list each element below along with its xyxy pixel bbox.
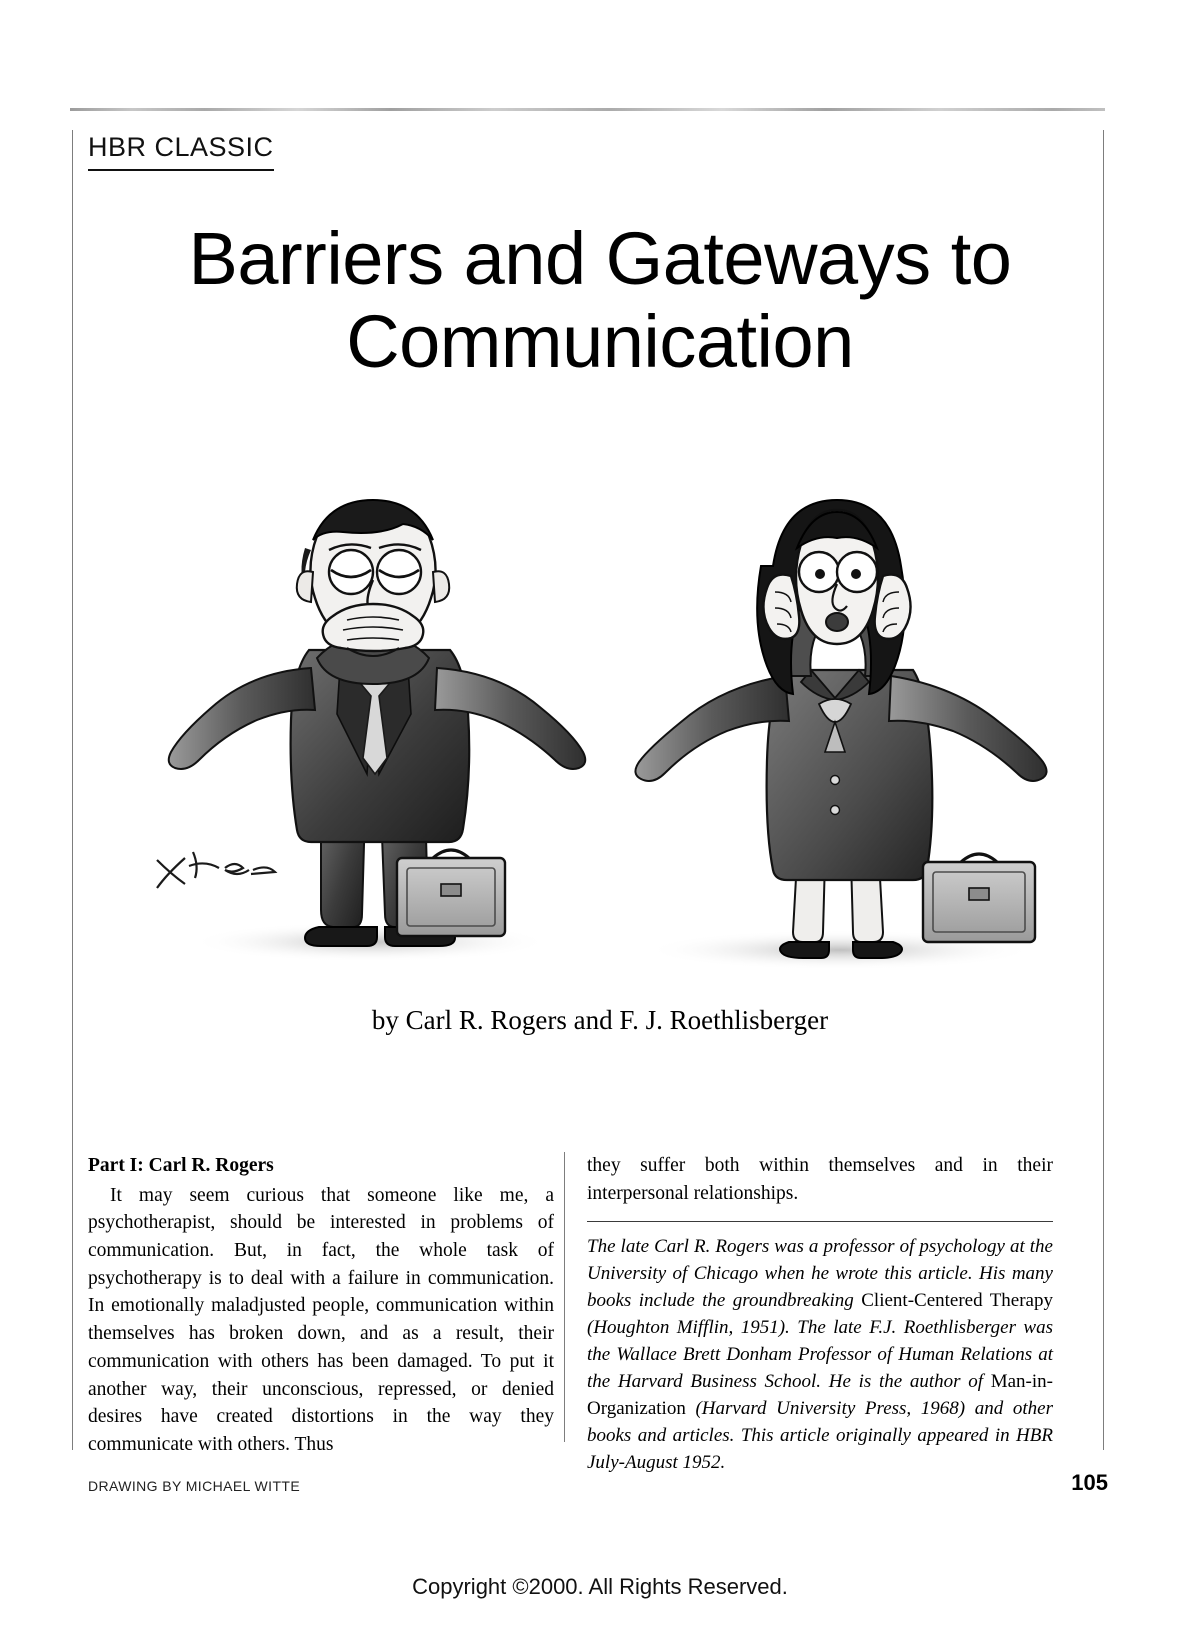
- artist-signature: [157, 852, 275, 888]
- author-bio: [587, 1234, 1053, 1477]
- left-vertical-rule: [72, 130, 73, 1450]
- page-title: [100, 218, 1100, 384]
- part-heading: Part I: Carl R. Rogers: [88, 1155, 274, 1176]
- body-paragraph-right: they suffer both within themselves and in their interpersonal relationships.: [587, 1155, 1053, 1204]
- briefcase-left: [397, 850, 505, 936]
- byline: by Carl R. Rogers and F. J. Roethlisberger: [371, 1005, 829, 1035]
- copyright-notice: Copyright ©2000. All Rights Reserved.: [412, 1574, 788, 1599]
- body-column-left: [88, 1152, 554, 1459]
- bio-text-3: (Harvard University Press, 1968) and other books and articles. This article originally appeared in HBR July-August 1952.: [587, 1398, 1053, 1474]
- page-number: 105: [1071, 1470, 1108, 1495]
- figure-man-covering-mouth: [169, 500, 586, 946]
- column-divider: [564, 1152, 565, 1442]
- illustration-drawing: [85, 480, 1115, 980]
- bio-text-2: (Houghton Mifflin, 1951). The late F.J. Roethlisberger was the Wallace Brett Donham Professor of Human Relations at the Harvard Business School. He is the author of: [587, 1317, 1053, 1393]
- section-kicker: HBR CLASSIC: [88, 132, 274, 171]
- bio-text-1: The late Carl R. Rogers was a professor of psychology at the University of Chicago when he wrote this article. His many books include the groundbreaking: [587, 1236, 1053, 1312]
- drawing-credit: DRAWING BY MICHAEL WITTE: [88, 1478, 301, 1494]
- illustration: [85, 480, 1115, 980]
- body-column-right: [587, 1152, 1053, 1477]
- page-title-line-2: Communication: [346, 299, 854, 383]
- bio-book-title-2: Man-in-Organization: [587, 1371, 1053, 1420]
- briefcase-right: [923, 854, 1035, 942]
- bio-separator-rule: [587, 1221, 1053, 1222]
- top-rule-decoration: [70, 108, 1105, 111]
- bio-book-title-1: Client-Centered Therapy: [861, 1290, 1053, 1312]
- page-title-line-1: Barriers and Gateways to: [188, 217, 1012, 300]
- body-paragraph-left: It may seem curious that someone like me, a psychotherapist, should be interested in problems of communication. But, in fact, the whole task of psychotherapy is to deal with a failure in communication. In emotionally maladjusted people, communication within themselves has broken down, and as a result, their communication with others has been damaged. To put it another way, their unconscious, repressed, or denied desires have created distortions in the way they communicate with others. Thus: [88, 1184, 554, 1455]
